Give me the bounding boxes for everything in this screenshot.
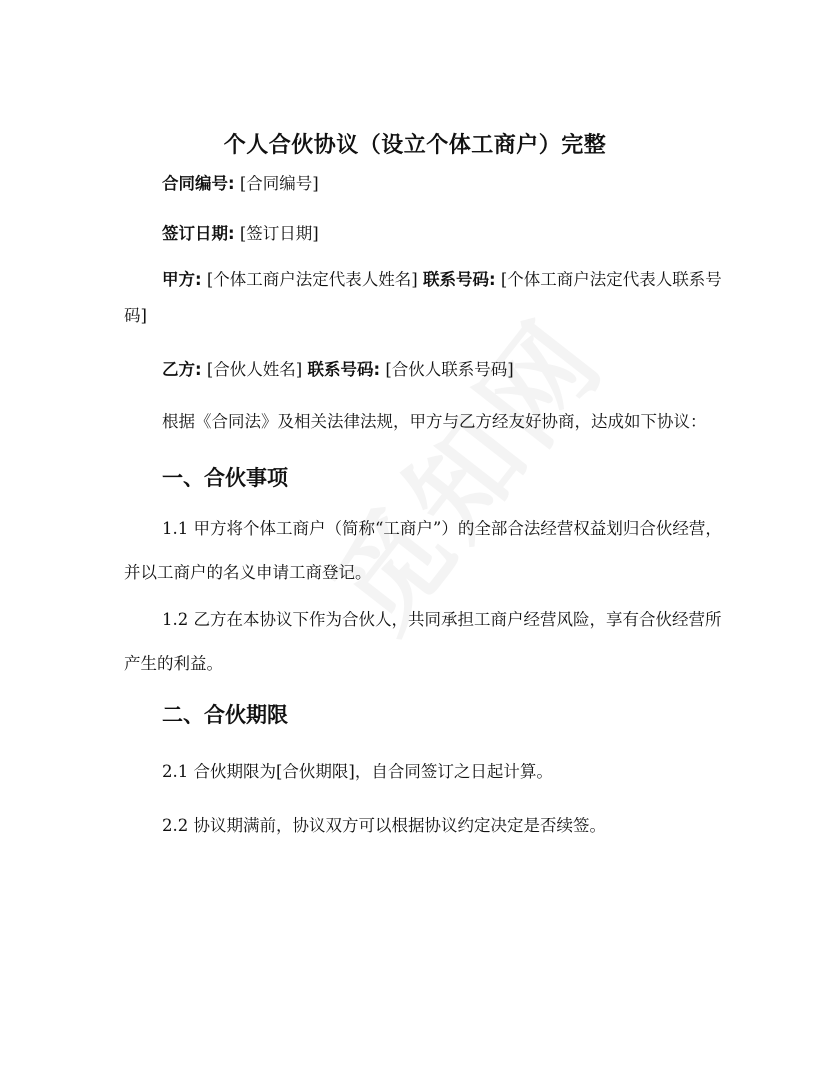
clause-1-2: 1.2 乙方在本协议下作为合伙人，共同承担工商户经营风险，享有合伙经营所产生的利益。 [124, 610, 722, 673]
intro-paragraph: 根据《合同法》及相关法律法规，甲方与乙方经友好协商，达成如下协议： [162, 412, 707, 431]
section-heading: 二、合伙期限 [162, 703, 288, 727]
party-b-label: 乙方: [162, 360, 202, 379]
party-b-phone-label: 联系号码: [307, 360, 381, 379]
contract-number-line [162, 168, 722, 200]
party-a-phone-label: 联系号码: [422, 270, 496, 289]
clause-2-1: 2.1 合伙期限为[合伙期限]，自合同签订之日起计算。 [162, 762, 553, 781]
document-title: 个人合伙协议（设立个体工商户）完整 [223, 133, 607, 158]
party-b-line [162, 354, 722, 386]
party-b-value: [合伙人姓名] [206, 360, 303, 379]
contract-number-label: 合同编号: [162, 174, 235, 193]
party-a-line [124, 262, 724, 334]
party-a-value: [个体工商户法定代表人姓名] [206, 270, 418, 289]
contract-number-value: [合同编号] [239, 174, 319, 193]
clause-1-1: 1.1 甲方将个体工商户（简称“工商户”）的全部合法经营权益划归合伙经营，并以工商户的名义申请工商登记。 [124, 519, 722, 582]
clause-2-2: 2.2 协议期满前，协议双方可以根据协议约定决定是否续签。 [162, 816, 606, 835]
party-a-label: 甲方: [162, 270, 202, 289]
sign-date-label: 签订日期: [162, 224, 235, 243]
party-b-phone-value: [合伙人联系号码] [385, 360, 514, 379]
party-a-phone-value: [个体工商户法定代表人联系号码] [124, 270, 722, 325]
sign-date-value: [签订日期] [239, 224, 319, 243]
section-heading: 一、合伙事项 [162, 466, 288, 490]
sign-date-line [162, 218, 722, 250]
